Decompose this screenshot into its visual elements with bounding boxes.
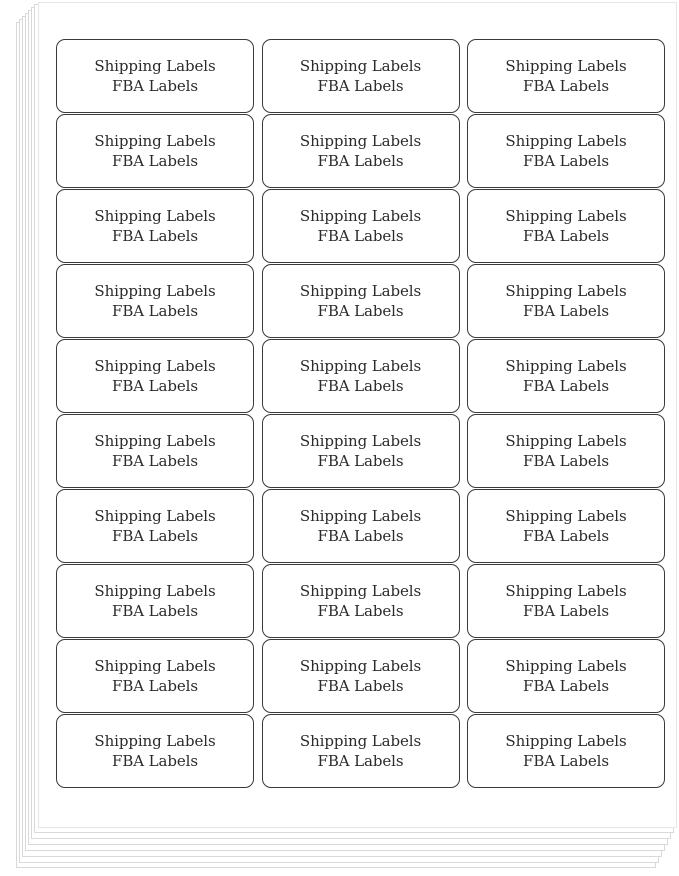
label-line-2: FBA Labels [112, 452, 198, 470]
label-line-1: Shipping Labels [299, 732, 422, 750]
label-line-1: Shipping Labels [299, 582, 422, 600]
label-line-2: FBA Labels [523, 677, 609, 695]
label-cell [467, 264, 665, 338]
label-line-2: FBA Labels [523, 452, 609, 470]
label-cell [467, 39, 665, 113]
label-cell [56, 564, 254, 638]
label-line-1: Shipping Labels [299, 282, 422, 300]
label-cell [262, 39, 460, 113]
label-line-1: Shipping Labels [505, 132, 627, 150]
label-cell [467, 639, 665, 713]
label-line-2: FBA Labels [523, 77, 609, 95]
label-cell [56, 489, 254, 563]
label-line-2: FBA Labels [317, 602, 404, 620]
label-line-1: Shipping Labels [94, 357, 216, 375]
label-line-2: FBA Labels [112, 152, 198, 170]
label-line-2: FBA Labels [523, 527, 609, 545]
label-line-2: FBA Labels [523, 152, 609, 170]
label-line-1: Shipping Labels [505, 282, 627, 300]
label-line-2: FBA Labels [523, 302, 609, 320]
label-cell [467, 564, 665, 638]
label-line-2: FBA Labels [112, 752, 198, 770]
label-cell [56, 714, 254, 788]
label-cell [56, 414, 254, 488]
label-line-2: FBA Labels [317, 527, 404, 545]
label-cell [262, 489, 460, 563]
label-line-2: FBA Labels [112, 602, 198, 620]
label-line-1: Shipping Labels [505, 507, 627, 525]
label-line-2: FBA Labels [112, 677, 198, 695]
label-cell [467, 114, 665, 188]
label-line-1: Shipping Labels [299, 207, 422, 225]
label-line-1: Shipping Labels [505, 582, 627, 600]
label-line-2: FBA Labels [317, 377, 404, 395]
label-line-2: FBA Labels [317, 77, 404, 95]
label-line-1: Shipping Labels [299, 132, 422, 150]
label-cell [56, 39, 254, 113]
label-line-2: FBA Labels [523, 752, 609, 770]
label-cell [262, 414, 460, 488]
label-line-2: FBA Labels [112, 227, 198, 245]
label-cell [467, 489, 665, 563]
label-line-1: Shipping Labels [505, 432, 627, 450]
label-cell [467, 189, 665, 263]
label-line-2: FBA Labels [112, 527, 198, 545]
label-line-2: FBA Labels [523, 377, 609, 395]
label-cell [262, 564, 460, 638]
label-line-2: FBA Labels [317, 302, 404, 320]
label-line-2: FBA Labels [523, 227, 609, 245]
label-line-1: Shipping Labels [299, 507, 422, 525]
label-cell [56, 339, 254, 413]
label-line-1: Shipping Labels [94, 282, 216, 300]
label-line-1: Shipping Labels [299, 432, 422, 450]
label-line-1: Shipping Labels [505, 57, 627, 75]
label-line-1: Shipping Labels [94, 732, 216, 750]
label-line-1: Shipping Labels [94, 207, 216, 225]
label-line-1: Shipping Labels [505, 732, 627, 750]
label-line-1: Shipping Labels [94, 57, 216, 75]
label-line-1: Shipping Labels [505, 357, 627, 375]
label-sheet [38, 2, 677, 828]
label-line-1: Shipping Labels [94, 582, 216, 600]
label-line-2: FBA Labels [317, 452, 404, 470]
label-cell [467, 414, 665, 488]
label-line-2: FBA Labels [317, 752, 404, 770]
label-line-2: FBA Labels [317, 152, 404, 170]
label-line-1: Shipping Labels [94, 432, 216, 450]
label-line-2: FBA Labels [317, 227, 404, 245]
label-line-1: Shipping Labels [94, 507, 216, 525]
label-cell [467, 339, 665, 413]
label-line-2: FBA Labels [112, 302, 198, 320]
label-line-2: FBA Labels [317, 677, 404, 695]
label-cell [56, 264, 254, 338]
label-cell [56, 639, 254, 713]
label-cell [56, 114, 254, 188]
label-cell [262, 114, 460, 188]
label-cell [467, 714, 665, 788]
label-line-1: Shipping Labels [94, 657, 216, 675]
label-line-1: Shipping Labels [299, 57, 422, 75]
label-cell [262, 639, 460, 713]
label-line-1: Shipping Labels [505, 207, 627, 225]
label-line-1: Shipping Labels [299, 357, 422, 375]
label-line-1: Shipping Labels [299, 657, 422, 675]
label-cell [262, 339, 460, 413]
label-line-2: FBA Labels [112, 377, 198, 395]
label-cell [262, 189, 460, 263]
label-line-2: FBA Labels [523, 602, 609, 620]
label-cell [262, 264, 460, 338]
label-line-2: FBA Labels [112, 77, 198, 95]
label-cell [56, 189, 254, 263]
label-grid [56, 39, 665, 788]
label-line-1: Shipping Labels [94, 132, 216, 150]
label-cell [262, 714, 460, 788]
label-line-1: Shipping Labels [505, 657, 627, 675]
